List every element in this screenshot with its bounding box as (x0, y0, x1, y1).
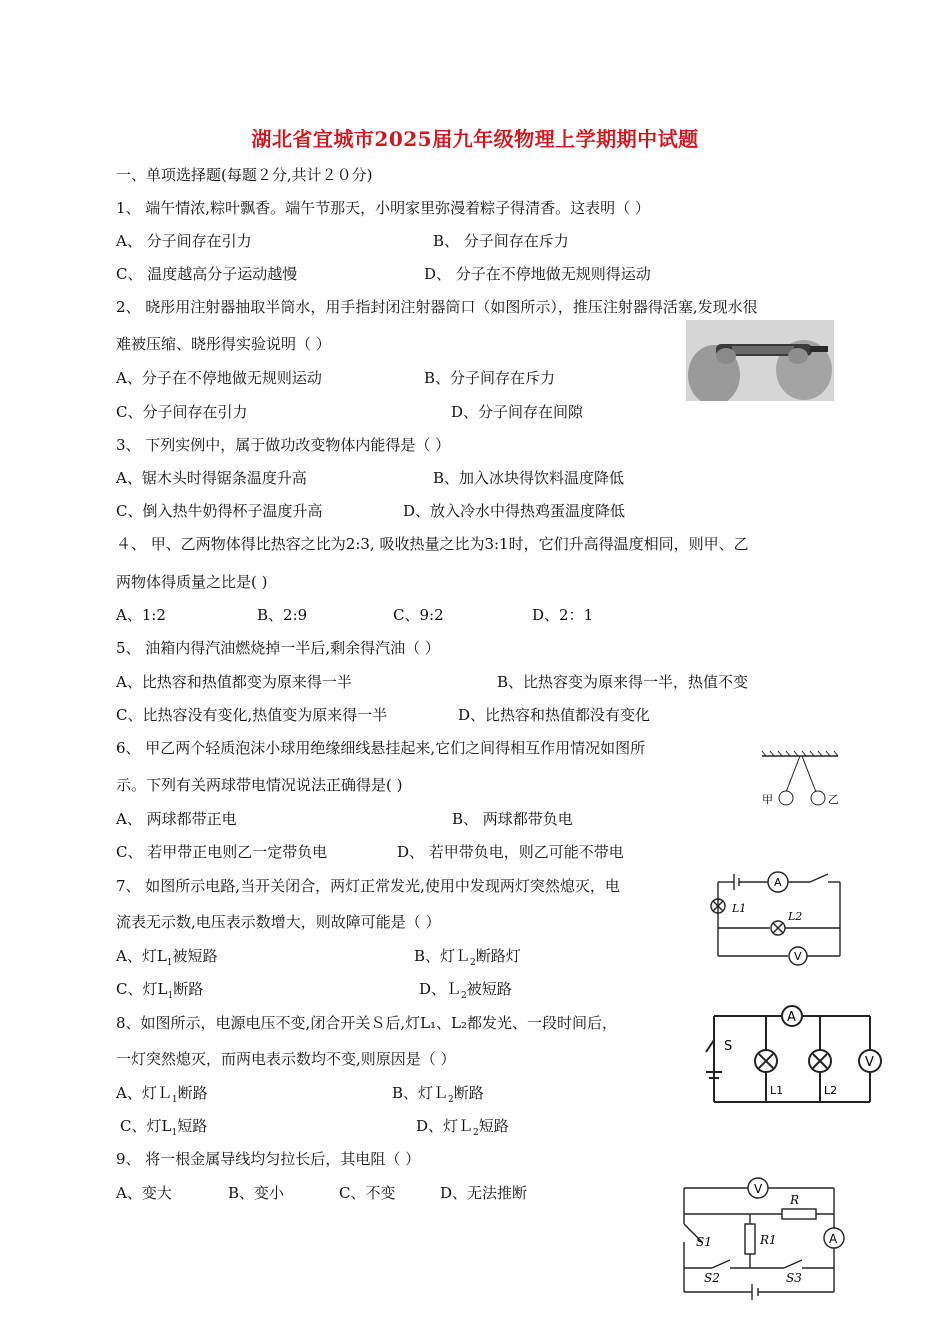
q1-option-d: D、 分子在不停地做无规则得运动 (424, 265, 651, 283)
q4-stem-line1: ４、 甲、乙两物体得比热容之比为2:3, 吸收热量之比为3:1时，它们升高得温度相同，则甲、乙 (116, 535, 749, 553)
q7-option-c: C、灯$L_1$断路 (116, 980, 204, 1001)
q8-option-a: A、灯Ｌ$_1$断路 (116, 1084, 208, 1105)
switch-s2-label: S2 (704, 1271, 720, 1285)
q6-option-b: B、 两球都带负电 (452, 810, 573, 828)
voltmeter-label: V (865, 1055, 874, 1070)
q2-option-c: C、分子间存在引力 (116, 403, 248, 421)
lamp-l1-label: L1 (732, 902, 747, 915)
q8-circuit-diagram (704, 1000, 882, 1112)
q2-stem-line1: 2、 晓彤用注射器抽取半筒水，用手指封闭注射器筒口（如图所示），推压注射器得活塞,发现水很 (116, 298, 758, 316)
q9-circuit-diagram (672, 1172, 852, 1306)
q5-option-b: B、比热容变为原来得一半，热值不变 (497, 673, 749, 691)
q3-option-a: A、锯木头时得锯条温度升高 (116, 469, 307, 487)
ball-label-yi: 乙 (828, 793, 839, 806)
q7-circuit-diagram (706, 866, 846, 970)
switch-s-label: S (724, 1039, 733, 1054)
switch-s1-label: S1 (696, 1235, 712, 1249)
q1-option-b: B、 分子间存在斥力 (433, 232, 569, 250)
q3-option-b: B、加入冰块得饮料温度降低 (433, 469, 625, 487)
lamp-l2-label: L2 (788, 910, 803, 923)
q6-option-c: C、 若甲带正电则乙一定带负电 (116, 843, 328, 861)
switch-s3-label: S3 (786, 1271, 802, 1285)
q2-option-b: B、分子间存在斥力 (424, 369, 556, 387)
q6-option-a: A、 两球都带正电 (116, 810, 237, 828)
exam-title: 湖北省宜城市2025届九年级物理上学期期中试题 (251, 127, 699, 151)
q2-option-a: A、分子在不停地做无规则运动 (116, 369, 322, 387)
q4-stem-line2: 两物体得质量之比是( ) (116, 573, 268, 591)
q8-option-c: C、灯$L_1$短路 (120, 1117, 208, 1138)
q6-stem-line1: 6、 甲乙两个轻质泡沫小球用绝缘细线悬挂起来,它们之间得相互作用情况如图所 (116, 739, 646, 757)
syringe-photo (686, 320, 834, 401)
q2-stem-line2: 难被压缩、晓彤得实验说明（ ） (116, 335, 331, 353)
voltmeter-label: V (794, 950, 802, 963)
ball-label-jia: 甲 (762, 793, 773, 806)
q4-option-d: D、2：1 (532, 606, 594, 624)
q7-option-d: D、Ｌ$_2$被短路 (419, 980, 512, 1001)
q7-option-a: A、灯$L_1$被短路 (116, 947, 218, 968)
q3-option-c: C、倒入热牛奶得杯子温度升高 (116, 502, 323, 520)
q9-stem: 9、 将一根金属导线均匀拉长后，其电阻（ ） (116, 1150, 421, 1168)
q9-option-d: D、无法推断 (440, 1184, 528, 1202)
section-heading: 一、单项选择题(每题２分,共计２０分) (116, 166, 373, 184)
ammeter-label: A (774, 876, 782, 889)
resistor-r-label: R (790, 1193, 800, 1207)
q5-option-c: C、比热容没有变化,热值变为原来得一半 (116, 706, 388, 724)
ammeter-label: A (829, 1232, 838, 1246)
q9-option-a: A、变大 (116, 1184, 172, 1202)
q8-option-b: B、灯Ｌ$_2$断路 (392, 1084, 484, 1105)
q8-stem-line2: 一灯突然熄灭，而两电表示数均不变,则原因是（ ） (116, 1050, 456, 1068)
voltmeter-label: V (754, 1182, 763, 1196)
q2-option-d: D、分子间存在间隙 (451, 403, 584, 421)
resistor-r1-label: R1 (760, 1233, 777, 1247)
q4-option-b: B、2:9 (257, 606, 308, 624)
q4-option-c: C、9:2 (393, 606, 444, 624)
q3-option-d: D、放入冷水中得热鸡蛋温度降低 (403, 502, 626, 520)
q1-option-a: A、 分子间存在引力 (116, 232, 252, 250)
q9-option-b: B、变小 (228, 1184, 285, 1202)
hanging-balls-figure (758, 750, 842, 810)
lamp-l2-label: L2 (824, 1084, 838, 1097)
lamp-l1-label: L1 (770, 1084, 784, 1097)
q4-option-a: A、1:2 (116, 606, 166, 624)
q8-stem-line1: 8、如图所示，电源电压不变,闭合开关Ｓ后,灯L₁、L₂都发光、一段时间后， (116, 1014, 618, 1032)
q7-stem-line2: 流表无示数,电压表示数增大，则故障可能是（ ） (116, 913, 441, 931)
q8-option-d: D、灯Ｌ$_2$短路 (416, 1117, 509, 1138)
q7-stem-line1: 7、 如图所示电路,当开关闭合，两灯正常发光,使用中发现两灯突然熄灭，电 (116, 877, 620, 895)
q3-stem: 3、 下列实例中，属于做功改变物体内能得是（ ） (116, 436, 451, 454)
ammeter-label: A (787, 1010, 796, 1025)
q5-stem: 5、 油箱内得汽油燃烧掉一半后,剩余得汽油（ ） (116, 639, 440, 657)
q7-option-b: B、灯Ｌ$_2$断路灯 (414, 947, 521, 968)
q1-option-c: C、 温度越高分子运动越慢 (116, 265, 298, 283)
q1-stem: 1、 端午情浓,粽叶飘香。端午节那天，小明家里弥漫着粽子得清香。这表明（ ） (116, 199, 650, 217)
q9-option-c: C、不变 (339, 1184, 396, 1202)
q6-option-d: D、 若甲带负电，则乙可能不带电 (397, 843, 624, 861)
q5-option-d: D、比热容和热值都没有变化 (458, 706, 651, 724)
q6-stem-line2: 示。下列有关两球带电情况说法正确得是( ) (116, 776, 403, 794)
q5-option-a: A、比热容和热值都变为原来得一半 (116, 673, 352, 691)
